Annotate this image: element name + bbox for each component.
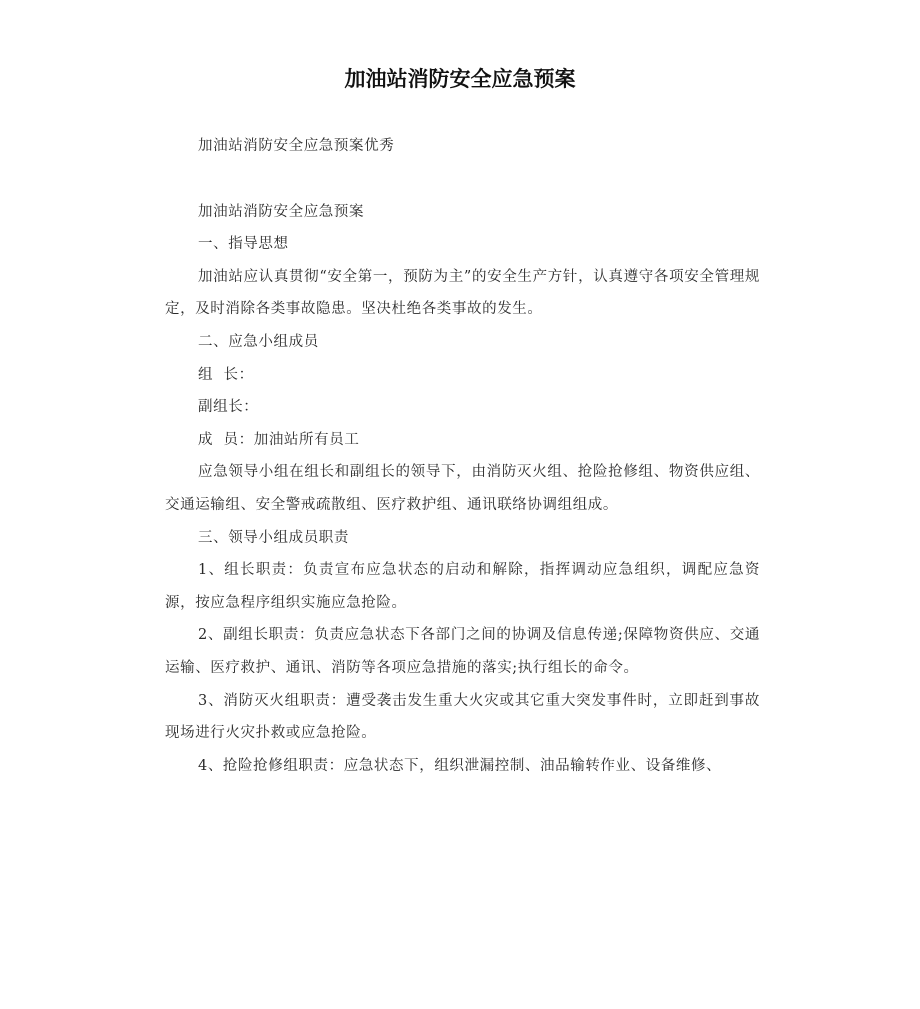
section-heading-duties: 三、领导小组成员职责 [198, 529, 349, 546]
duty-item: 3、消防灭火组职责：遭受袭击发生重大火灾或其它重大突发事件时，立即赶到事故现场进行火灾扑救或应急抢险。 [165, 692, 760, 742]
team-leader-line: 组 长： [198, 366, 254, 383]
members-line: 成 员：加油站所有员工 [198, 431, 360, 448]
blank-line [165, 163, 760, 196]
section-heading-guiding-ideology: 一、指导思想 [198, 236, 289, 253]
duty-item: 1、组长职责：负责宣布应急状态的启动和解除，指挥调动应急组织，调配应急资源，按应急程序组织实施应急抢险。 [165, 562, 760, 611]
document-body [165, 130, 760, 782]
duty-item: 2、副组长职责：负责应急状态下各部门之间的协调及信息传递;保障物资供应、交通运输、医疗救护、通讯、消防等各项应急措施的落实;执行组长的命令。 [165, 627, 760, 676]
section-heading-team-members: 二、应急小组成员 [198, 333, 319, 350]
duty-item: 4、抢险抢修组职责：应急状态下，组织泄漏控制、油品输转作业、设备维修、 [198, 757, 722, 774]
document-title: 加油站消防安全应急预案 [344, 67, 576, 91]
deputy-leader-line: 副组长： [198, 399, 259, 416]
subtitle-paragraph: 加油站消防安全应急预案优秀 [198, 138, 395, 154]
body-paragraph: 加油站应认真贯彻“安全第一，预防为主”的安全生产方针，认真遵守各项安全管理规定，及时消除各类事故隐患。坚决杜绝各类事故的发生。 [165, 268, 760, 318]
heading-paragraph: 加油站消防安全应急预案 [198, 203, 365, 220]
body-paragraph: 应急领导小组在组长和副组长的领导下，由消防灭火组、抢险抢修组、物资供应组、交通运输组、安全警戒疏散组、医疗救护组、通讯联络协调组组成。 [165, 464, 760, 513]
